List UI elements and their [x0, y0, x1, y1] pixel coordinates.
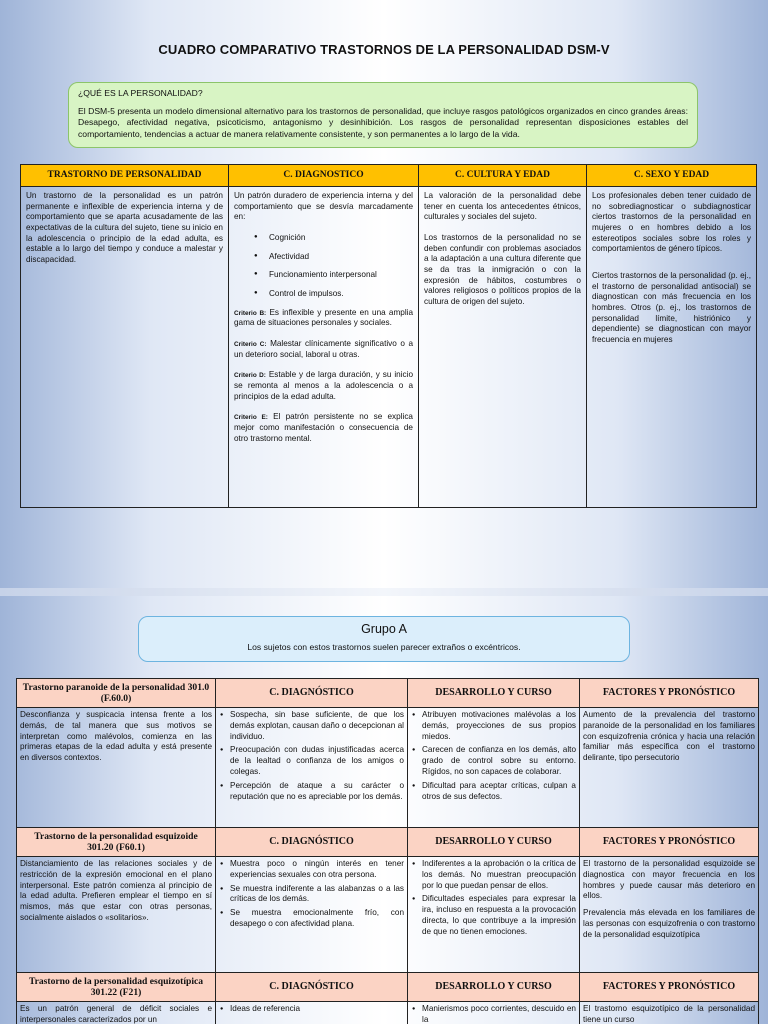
list-item: ● Manierismos poco corrientes, descuido en la: [411, 1004, 576, 1024]
group-subtitle: Los sujetos con estos trastornos suelen parecer extraños o excéntricos.: [247, 642, 521, 652]
header-desarrollo-curso: DESARROLLO Y CURSO: [408, 973, 580, 1002]
header-factores-pronostico: FACTORES Y PRONÓSTICO: [580, 679, 759, 708]
disorder-name: Trastorno de la personalidad esquizotípica 301.22 (F21): [17, 973, 216, 1002]
cell-definition: Un trastorno de la personalidad es un patrón permanente e inflexible de experiencia interna y de comportamiento que se aparta acusadamente de las expectativas de la cultura del sujeto, tiene su inicio en la adolescencia o principio de la edad adulta, es estable a lo largo del tiempo y conduce a malestar y discapacidad.: [21, 187, 229, 508]
document-title: CUADRO COMPARATIVO TRASTORNOS DE LA PERSONALIDAD DSM-V: [158, 42, 610, 57]
list-item: ● Funcionamiento interpersonal: [234, 270, 413, 281]
course-cell: [408, 857, 580, 973]
list-item: ● Control de impulsos.: [234, 289, 413, 300]
header-sexo-edad: C. SEXO Y EDAD: [587, 165, 757, 187]
definition-text: El DSM-5 presenta un modelo dimensional alternativo para los trastornos de personalidad, que incluye rasgos patológicos organizados en cinco grandes áreas: Desapego, afectividad negativa, psicoticismo, antagonismo y desinhibición. Los rasgos de personalidad representan disposiciones estables del comportamiento, tendencias a actuar de manera relativamente consistente, y son permanentes a lo largo de la vida.: [78, 105, 688, 139]
table-row: [17, 828, 759, 857]
cell-diagnostic-criteria: [229, 187, 419, 508]
diagnostic-cell: [216, 857, 408, 973]
list-item: ● Dificultades especiales para expresar la ira, incluso en respuesta a la provocación directa, lo que contribuye a la impresión de que no tienen emociones.: [411, 894, 576, 937]
table-row: [17, 708, 759, 828]
cell-culture-age: La valoración de la personalidad debe tener en cuenta los antecedentes étnicos, culturales y sociales del sujeto. Los trastornos de la personalidad no se deben confundir con problemas asociados a la adaptación a una cultura diferente que se da tras la inmigración o con la expresión de hábitos, costumbres o valores religiosos o políticos propios de la cultura de origen del sujeto.: [419, 187, 587, 508]
disorder-description: Distanciamiento de las relaciones sociales y de restricción de la expresión emocional en el plano interpersonal. Este patrón comienza al principio de la edad adulta. Prefieren emplear el tiempo en sí mismos, más que estar con otras personas, socialmente aislados o «solitarios».: [17, 857, 216, 973]
diagnostic-areas-list: [234, 233, 413, 300]
list-item: ● Cognición: [234, 233, 413, 244]
diagnostic-intro: Un patrón duradero de experiencia interna y del comportamiento que se desvía marcadamente en:: [234, 191, 413, 222]
list-item: ● Se muestra indiferente a las alabanzas o a las críticas de los demás.: [219, 884, 404, 906]
list-item: ● Carecen de confianza en los demás, alto grado de control sobre su entorno. Rígidos, no son capaces de colaborar.: [411, 745, 576, 777]
header-cultura-edad: C. CULTURA Y EDAD: [419, 165, 587, 187]
factors-cell: Aumento de la prevalencia del trastorno paranoide de la personalidad en los familiares con esquizofrenia crónica y hacia una relación familiar más específica con el trastorno delirante, tipo persecutorio: [580, 708, 759, 828]
list-item: ● Sospecha, sin base suficiente, de que los demás explotan, causan daño o decepcionan al individuo.: [219, 710, 404, 742]
group-title: Grupo A: [361, 622, 407, 636]
header-trastorno: TRASTORNO DE PERSONALIDAD: [21, 165, 229, 187]
list-item: ● Muestra poco o ningún interés en tener experiencias sexuales con otra persona.: [219, 859, 404, 881]
course-cell: [408, 1002, 580, 1024]
criterion-d: Criterio D: Estable y de larga duración, y su inicio se remonta al menos a la adolescencia o a principios de la edad adulta.: [234, 370, 413, 401]
table-row: [17, 973, 759, 1002]
header-diagnostico: C. DIAGNÓSTICO: [216, 828, 408, 857]
criterion-c: Criterio C: Malestar clínicamente significativo o a un deterioro social, laboral u otras.: [234, 338, 413, 359]
header-diagnostico: C. DIAGNÓSTICO: [216, 679, 408, 708]
header-diagnostico: C. DIAGNOSTICO: [229, 165, 419, 187]
criterion-b: Criterio B: Es inflexible y presente en una amplia gama de situaciones personales y sociales.: [234, 307, 414, 328]
table-row: [17, 857, 759, 973]
factors-cell: El trastorno de la personalidad esquizoide se diagnostica con mayor frecuencia en los hombres y puede causar más deterioro en ellos. Prevalencia más elevada en los familiares de las personas con esquizofrenia o con trastorno de la personalidad esquizotípica: [580, 857, 759, 973]
comparison-table: [20, 164, 757, 508]
definition-question: ¿QUÉ ES LA PERSONALIDAD?: [78, 88, 203, 98]
header-desarrollo-curso: DESARROLLO Y CURSO: [408, 828, 580, 857]
table-row: [17, 1002, 759, 1024]
list-item: ● Ideas de referencia: [219, 1004, 404, 1015]
definition-box: [68, 82, 698, 148]
disorder-description: Desconfianza y suspicacia intensa frente a los demás, de tal manera que sus motivos se interpretan como malévolos, comienza en las primeras etapas de la edad adulta y está presente en diversos contextos.: [17, 708, 216, 828]
course-cell: [408, 708, 580, 828]
disorder-description: Es un patrón general de déficit sociales e interpersonales caracterizados por un: [17, 1002, 216, 1024]
list-item: ● Atribuyen motivaciones malévolas a los demás, proyecciones de sus propios miedos.: [411, 710, 576, 742]
header-desarrollo-curso: DESARROLLO Y CURSO: [408, 679, 580, 708]
disorder-name: Trastorno paranoide de la personalidad 301.0 (F.60.0): [17, 679, 216, 708]
factors-cell: El trastorno esquizotípico de la personalidad tiene un curso: [580, 1002, 759, 1024]
criterion-e: Criterio E: El patrón persistente no se explica mejor como manifestación o consecuencia de otro trastorno mental.: [234, 412, 413, 443]
disorder-name: Trastorno de la personalidad esquizoide 301.20 (F60.1): [17, 828, 216, 857]
table-row: [17, 679, 759, 708]
page-separator: [0, 588, 768, 596]
header-diagnostico: C. DIAGNÓSTICO: [216, 973, 408, 1002]
group-a-table: [16, 678, 759, 1024]
cell-sex-age: Los profesionales deben tener cuidado de no sobrediagnosticar o subdiagnosticar ciertos trastornos de la personalidad en mujeres o en hombres debido a los estereotipos sociales sobre los roles y comportamientos de género típicos. Ciertos trastornos de la personalidad (p. ej., el trastorno de personalidad antisocial) se diagnostican con más frecuencia en los hombres. Otros (p. ej., los trastornos de personalidad límite, histriónico y dependiente) se diagnostican con mayor frecuencia en mujeres: [587, 187, 757, 508]
diagnostic-cell: [216, 1002, 408, 1024]
header-factores-pronostico: FACTORES Y PRONÓSTICO: [580, 828, 759, 857]
list-item: ● Se muestra emocionalmente frío, con desapego o con afectividad plana.: [219, 908, 404, 930]
list-item: ● Percepción de ataque a su carácter o reputación que no es apreciable por los demás.: [219, 781, 404, 803]
list-item: ● Afectividad: [234, 252, 413, 263]
list-item: ● Indiferentes a la aprobación o la crítica de los demás. No muestran preocupación por lo que puedan pensar de ellos.: [411, 859, 576, 891]
list-item: ● Preocupación con dudas injustificadas acerca de la lealtad o confianza de los amigos o colegas.: [219, 745, 404, 777]
diagnostic-cell: [216, 708, 408, 828]
list-item: ● Dificultad para aceptar críticas, culpan a otros de sus defectos.: [411, 781, 576, 803]
group-a-box: [138, 616, 630, 662]
header-factores-pronostico: FACTORES Y PRONÓSTICO: [580, 973, 759, 1002]
